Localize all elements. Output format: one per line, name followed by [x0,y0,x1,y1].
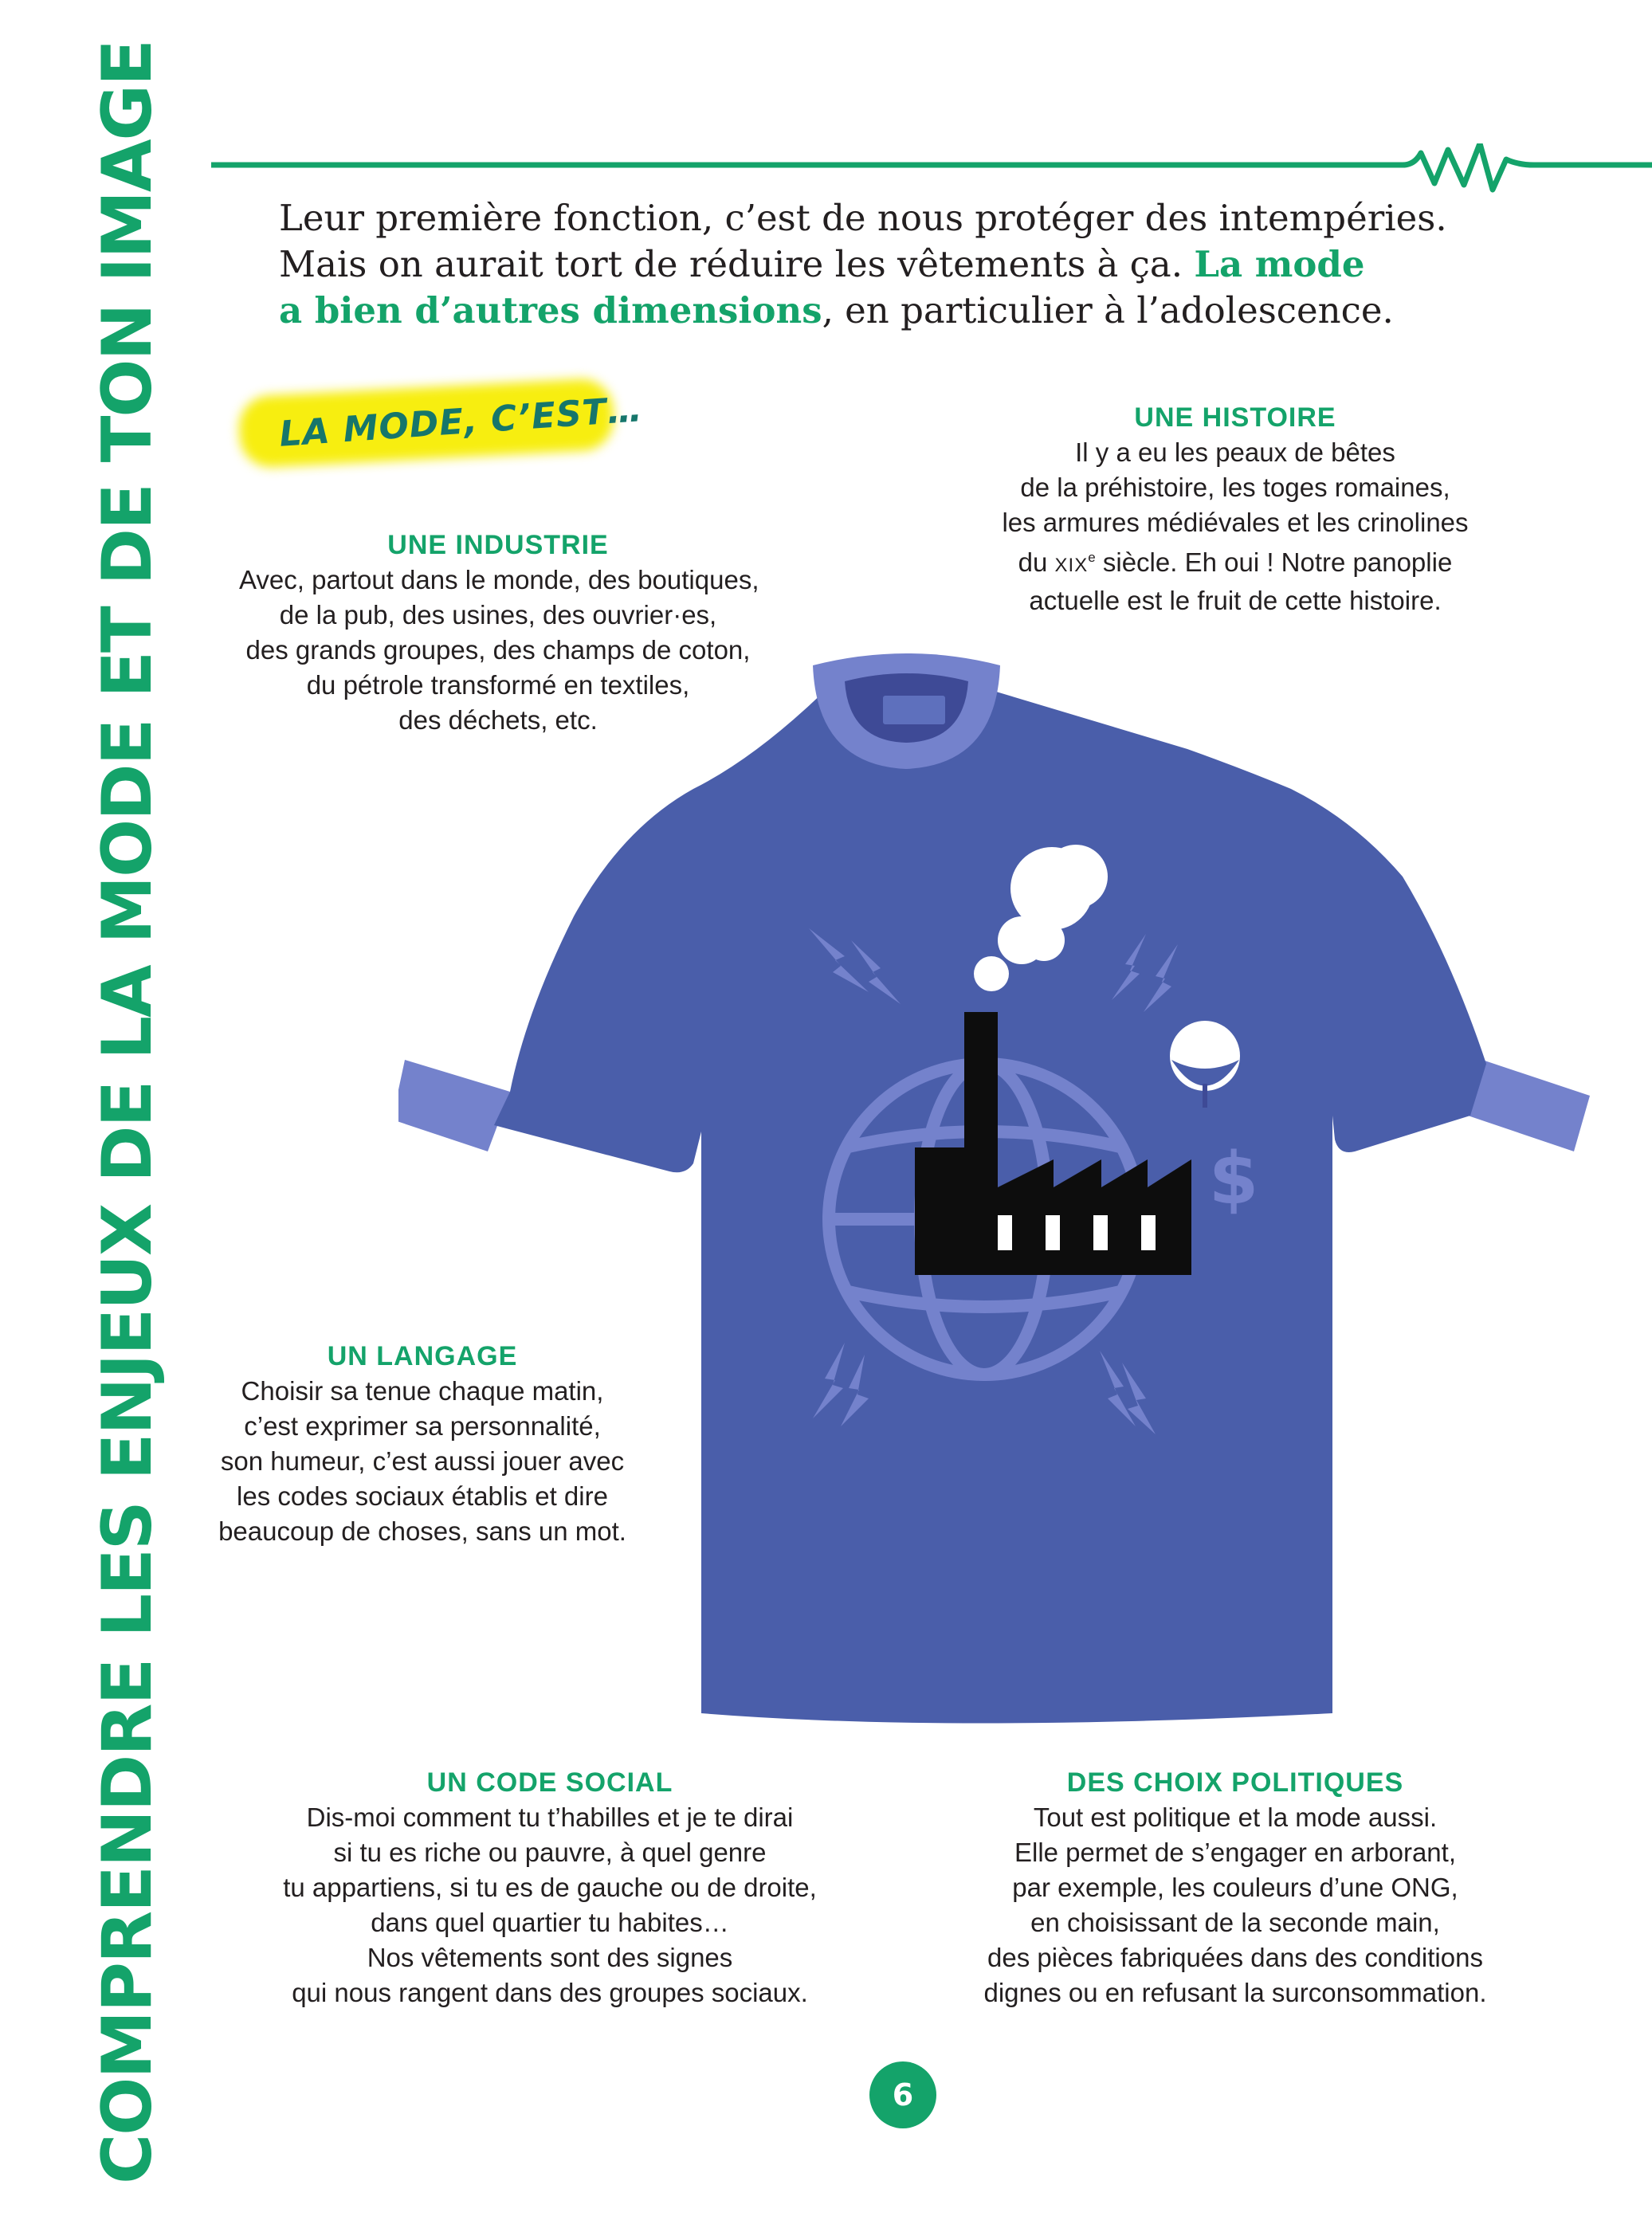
intro-line-3-text: , en particulier à l’adolescence. [822,289,1394,331]
section-title: UNE INDUSTRIE [387,530,609,560]
section-line: de la préhistoire, les toges romaines, [1020,473,1450,502]
section-title: UN CODE SOCIAL [426,1767,673,1798]
section-title: UNE HISTOIRE [1134,402,1336,433]
section-line: des grands groupes, des champs de coton, [245,635,751,665]
section-line: Choisir sa tenue chaque matin, [241,1376,604,1406]
intro-highlight-1: La mode [1194,243,1365,285]
tshirt-illustration [398,653,1594,1737]
line-prefix: du [1018,547,1055,577]
collar-label [883,696,945,724]
section-line: en choisissant de la seconde main, [1030,1908,1440,1937]
section-line: les armures médiévales et les crinolines [1002,508,1469,537]
intro-line-2-text: Mais on aurait tort de réduire les vêtements à ça. [279,243,1195,285]
section-politique [964,1765,1506,2010]
section-line: des pièces fabriquées dans des conditions [987,1943,1483,1972]
section-line: c’est exprimer sa personnalité, [244,1411,601,1441]
section-line: Dis-moi comment tu t’habilles et je te dirai [306,1802,794,1832]
section-line: Avec, partout dans le monde, des boutiques, [239,565,759,594]
badge [231,375,645,470]
section-line: Il y a eu les peaux de bêtes [1075,437,1395,467]
page-number: 6 [869,2061,936,2128]
intro-line-2 [279,241,1554,288]
intro-line-1: Leur première fonction, c’est de nous protéger des intempéries. [279,197,1447,239]
section-line: les codes sociaux établis et dire [237,1481,608,1511]
section-code-social [263,1765,837,2010]
section-line: du pétrole transformé en textiles, [306,670,690,700]
side-title: COMPRENDRE LES ENJEUX DE LA MODE ET DE TON IMAGE [88,41,167,2184]
top-decorative-line [211,143,1652,199]
section-line [972,540,1498,583]
section-title: UN LANGAGE [327,1341,518,1371]
section-line: de la pub, des usines, des ouvrier·es, [279,600,717,630]
section-line: actuelle est le fruit de cette histoire. [1029,586,1442,615]
section-line: son humeur, c’est aussi jouer avec [220,1446,625,1476]
dollar-icon: $ [1208,1137,1259,1221]
section-line: beaucoup de choses, sans un mot. [218,1516,626,1546]
intro-line-3 [279,288,1554,334]
section-histoire [972,400,1498,618]
section-line: par exemple, les couleurs d’une ONG, [1012,1873,1458,1902]
section-line: qui nous rangent dans des groupes sociaux. [292,1978,808,2007]
section-line: des déchets, etc. [398,705,598,735]
section-line: tu appartiens, si tu es de gauche ou de droite, [283,1873,817,1902]
line-suffix: siècle. Eh oui ! Notre panoplie [1095,547,1453,577]
section-line: si tu es riche ou pauvre, à quel genre [333,1838,767,1867]
section-line: Elle permet de s’engager en arborant, [1014,1838,1456,1867]
section-line: dans quel quartier tu habites… [371,1908,729,1937]
intro-highlight-2: a bien d’autres dimensions [279,289,822,331]
section-title: DES CHOIX POLITIQUES [1066,1767,1404,1798]
century-suffix: e [1088,550,1096,565]
badge-text: LA MODE, C’EST… [277,389,645,455]
intro-paragraph [279,195,1554,334]
section-line: Tout est politique et la mode aussi. [1033,1802,1438,1832]
right-sleeve-cuff [1468,1060,1590,1151]
century-numeral: XIX [1054,555,1089,576]
section-line: Nos vêtements sont des signes [367,1943,733,1972]
left-sleeve-cuff [398,1060,510,1151]
section-line: dignes ou en refusant la surconsommation. [983,1978,1487,2007]
